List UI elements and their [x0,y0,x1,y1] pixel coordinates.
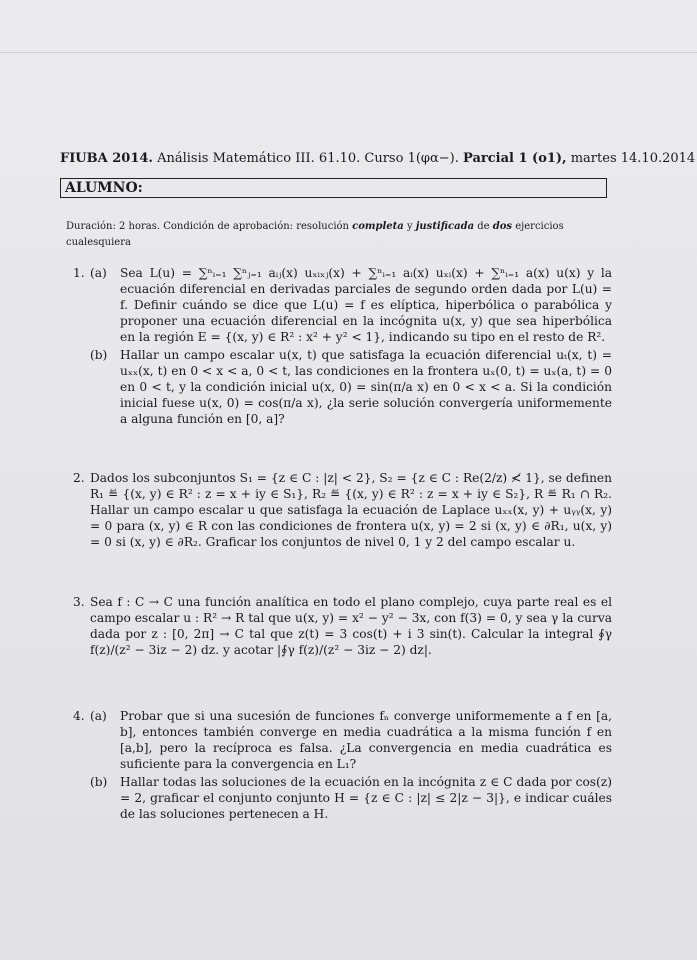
part-text: Hallar todas las soluciones de la ecuación en la incógnita z ∈ C dada por cos(z) = 2, graficar el conjunto conjunto H = {z ∈ C : |z| ≤ 2|z − 3|}, e indicar cuáles de las soluciones pertenecen a H. [120,775,612,821]
duration-text: Duración: 2 horas. Condición de aprobación: resolución [66,221,349,232]
problem-number: 4. [73,709,85,723]
part-text: Probar que si una sucesión de funciones fₙ converge uniformemente a f en [a, b], entonces también converge en media cuadrática a la misma función f en [a,b], pero la recíproca es falsa. ¿La convergencia en media cuadrática es suficiente para la convergencia en L₁? [120,709,612,771]
paper-edge [0,52,697,53]
problem-3 [64,594,612,658]
part-text: Sea L(u) = ∑ⁿᵢ₌₁ ∑ⁿⱼ₌₁ aᵢⱼ(x) uₓᵢₓⱼ(x) + ∑ⁿᵢ₌₁ aᵢ(x) uₓᵢ(x) + ∑ⁿᵢ₌₁ a(x) u(x) y la ecuación diferencial en derivadas parciales de segundo orden dada por L(u) = f. Definir cuándo se dice que L(u) = f es elíptica, hiperbólica o parabólica y proponer una ecuación diferencial en la incógnita u(x, y) que sea hiperbólica en la región E = {(x, y) ∈ R² : x² + y² < 1}, indicando su tipo en el resto de R². [120,266,612,344]
exam-date: martes 14.10.2014 [570,151,696,166]
part-label: (b) [90,348,108,362]
problem-4 [64,708,612,822]
emph-two: dos [492,221,513,232]
problem-number: 1. [73,266,85,280]
emph-justified: justificada [415,221,475,232]
institution: FIUBA 2014. [60,151,153,166]
problem-part [90,708,612,772]
problem-part [90,774,612,822]
problem-part [90,265,612,345]
exam-header [60,150,696,168]
part-label: (a) [90,709,107,723]
part-text: Hallar un campo escalar u(x, t) que satisfaga la ecuación diferencial uₜ(x, t) = uₓₓ(x, t) en 0 < x < a, 0 < t, las condiciones en la frontera uₓ(0, t) = uₓ(a, t) = 0 en 0 < t, y la condición inicial u(x, 0) = sin(π/a x) en 0 < x < a. Si la condición inicial fuese u(x, 0) = cos(π/a x), ¿la serie solución convergería uniformemente a alguna función en [0, a]? [120,348,612,426]
duration-end: ejercicios cualesquiera [66,221,564,248]
course-info: Análisis Matemático III. 61.10. Curso 1(φα−). [157,151,459,166]
problem-1 [64,265,612,427]
duration-line [66,219,611,251]
problem-text: Dados los subconjuntos S₁ = {z ∈ C : |z| < 2}, S₂ = {z ∈ C : Re(2/z) ≮ 1}, se definen R₁ ≝ {(x, y) ∈ R² : z = x + iy ∈ S₁}, R₂ ≝ {(x, y) ∈ R² : z = x + iy ∈ S₂}, R ≝ R₁ ∩ R₂. Hallar un campo escalar u que satisfaga la ecuación de Laplace uₓₓ(x, y) + uᵧᵧ(x, y) = 0 para (x, y) ∈ R con las condiciones de frontera u(x, y) = 2 si (x, y) ∈ ∂R₁, u(x, y) = 0 si (x, y) ∈ ∂R₂. Graficar los conjuntos de nivel 0, 1 y 2 del campo escalar u. [90,471,612,549]
problem-2 [64,470,612,550]
problem-text: Sea f : C → C una función analítica en todo el plano complejo, cuya parte real es el campo escalar u : R² → R tal que u(x, y) = x² − y² − 3x, con f(3) = 0, y sea γ la curva dada por z : [0, 2π] → C tal que z(t) = 3 cos(t) + i 3 sin(t). Calcular la integral ∮γ f(z)/(z² − 3iz − 2) dz. y acotar |∮γ f(z)/(z² − 3iz − 2) dz|. [90,595,612,657]
part-label: (a) [90,266,107,280]
student-label: ALUMNO: [65,180,143,196]
emph-complete: completa [352,221,404,232]
duration-prep: de [477,221,490,232]
part-label: (b) [90,775,108,789]
duration-conj: y [406,221,413,232]
problem-number: 3. [73,595,85,609]
student-name-box [60,178,607,198]
exam-title: Parcial 1 (o1), [463,151,567,166]
problem-number: 2. [73,471,85,485]
problem-part [90,347,612,427]
